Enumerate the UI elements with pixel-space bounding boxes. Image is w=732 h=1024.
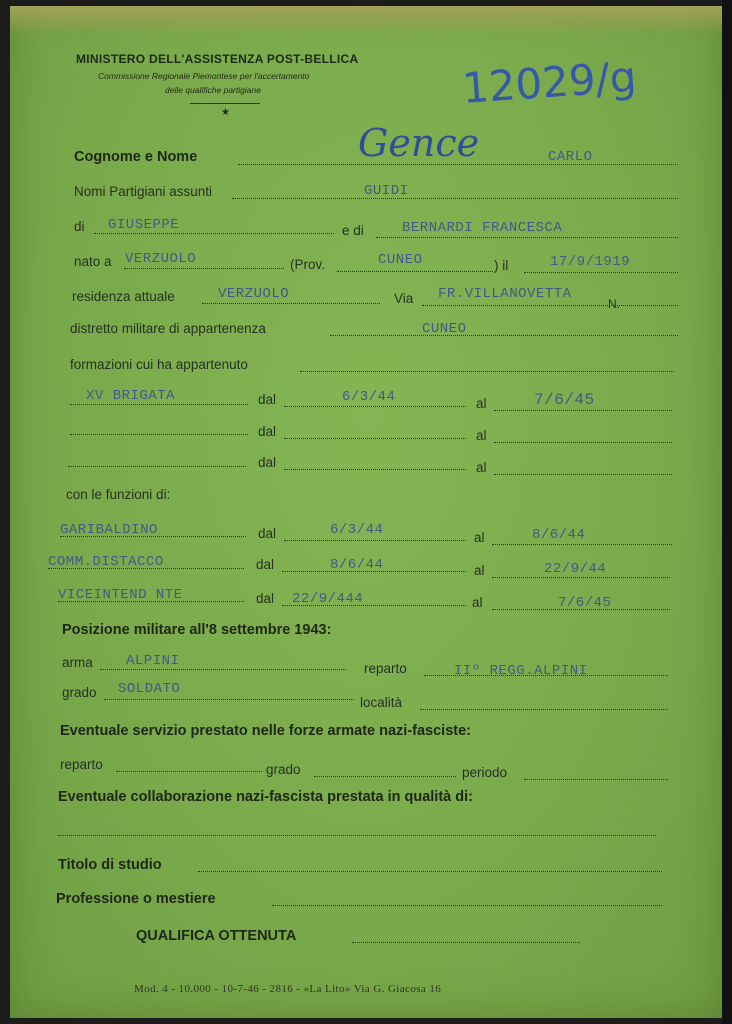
function-3-to: 7/6/45 xyxy=(558,595,612,611)
via-label: Via xyxy=(394,291,414,306)
alias-label: Nomi Partigiani assunti xyxy=(74,184,213,199)
qualifica-label: QUALIFICA OTTENUTA xyxy=(136,928,297,944)
function-2-al: al xyxy=(474,563,485,578)
father-label: di xyxy=(74,219,85,234)
born-label: nato a xyxy=(74,254,112,269)
function-1-to: 8/6/44 xyxy=(532,527,586,543)
function-1-dal: dal xyxy=(258,526,277,541)
ministry-title: MINISTERO DELL'ASSISTENZA POST-BELLICA xyxy=(76,52,359,66)
footer-print-info: Mod. 4 - 10.000 - 10-7-46 - 2816 - «La Lito» Via G. Giacosa 16 xyxy=(134,983,442,995)
function-3-name: VICEINTEND NTE xyxy=(58,587,183,603)
father-value: GIUSEPPE xyxy=(108,217,180,233)
firstname-value: CARLO xyxy=(548,149,593,165)
function-1-name: GARIBALDINO xyxy=(60,522,158,538)
function-3-from: 22/9/444 xyxy=(292,591,364,607)
surname-label: Cognome e Nome xyxy=(74,149,198,165)
grado2-label: grado xyxy=(266,762,301,777)
formation-1-name: XV BRIGATA xyxy=(86,388,176,404)
born-value: VERZUOLO xyxy=(125,251,197,267)
n-label: N. xyxy=(608,297,620,311)
formation-3-dal: dal xyxy=(258,455,277,470)
residence-label: residenza attuale xyxy=(72,289,175,304)
date-value: 17/9/1919 xyxy=(550,254,631,270)
formation-2-al: al xyxy=(476,428,487,443)
arma-value: ALPINI xyxy=(126,653,180,669)
formations-label: formazioni cui ha appartenuto xyxy=(70,357,248,372)
reparto-value: IIº REGG.ALPINI xyxy=(454,663,588,679)
grado-label: grado xyxy=(62,685,97,700)
commission-line: Commissione Regionale Piemontese per l'accertamento xyxy=(98,71,310,81)
mother-label: e di xyxy=(342,223,364,238)
residence-value: VERZUOLO xyxy=(218,286,290,302)
file-number: 12029/g xyxy=(460,51,638,114)
function-2-dal: dal xyxy=(256,557,275,572)
function-2-from: 8/6/44 xyxy=(330,557,384,573)
formation-3-al: al xyxy=(476,460,487,475)
arma-label: arma xyxy=(62,655,93,670)
reparto2-label: reparto xyxy=(60,757,103,772)
functions-label: con le funzioni di: xyxy=(66,487,171,502)
district-label: distretto militare di appartenenza xyxy=(70,321,266,336)
district-value: CUNEO xyxy=(422,321,467,337)
function-3-al: al xyxy=(472,595,483,610)
commission-line-2: delle qualifiche partigiane xyxy=(165,85,261,95)
formation-1-from: 6/3/44 xyxy=(342,389,396,405)
profession-label: Professione o mestiere xyxy=(56,891,216,907)
formation-1-dal: dal xyxy=(258,392,277,407)
scan-edge xyxy=(722,0,732,1024)
prov-label: (Prov. xyxy=(290,257,326,272)
periodo-label: periodo xyxy=(462,765,508,780)
grado-value: SOLDATO xyxy=(118,681,181,697)
function-3-dal: dal xyxy=(256,591,275,606)
mother-value: BERNARDI FRANCESCA xyxy=(402,220,563,236)
military-heading: Posizione militare all'8 settembre 1943: xyxy=(62,622,332,638)
function-1-from: 6/3/44 xyxy=(330,522,384,538)
reparto-label: reparto xyxy=(364,661,407,676)
collab-heading: Eventuale collaborazione nazi-fascista prestata in qualità di: xyxy=(58,789,473,805)
function-2-name: COMM.DISTACCO xyxy=(48,554,164,570)
study-label: Titolo di studio xyxy=(58,857,162,873)
function-2-to: 22/9/44 xyxy=(544,561,607,577)
via-value: FR.VILLANOVETTA xyxy=(438,286,572,302)
star-icon: ★ xyxy=(221,107,230,118)
formation-1-to: 7/6/45 xyxy=(534,391,595,409)
surname-value: Gence xyxy=(358,121,480,165)
nazi-service-heading: Eventuale servizio prestato nelle forze armate nazi-fasciste: xyxy=(60,723,471,739)
formation-1-al: al xyxy=(476,396,487,411)
alias-value: GUIDI xyxy=(364,183,409,199)
localita-label: località xyxy=(360,695,403,710)
prov-value: CUNEO xyxy=(378,252,423,268)
date-label: ) il xyxy=(494,258,509,273)
formation-2-dal: dal xyxy=(258,424,277,439)
function-1-al: al xyxy=(474,530,485,545)
